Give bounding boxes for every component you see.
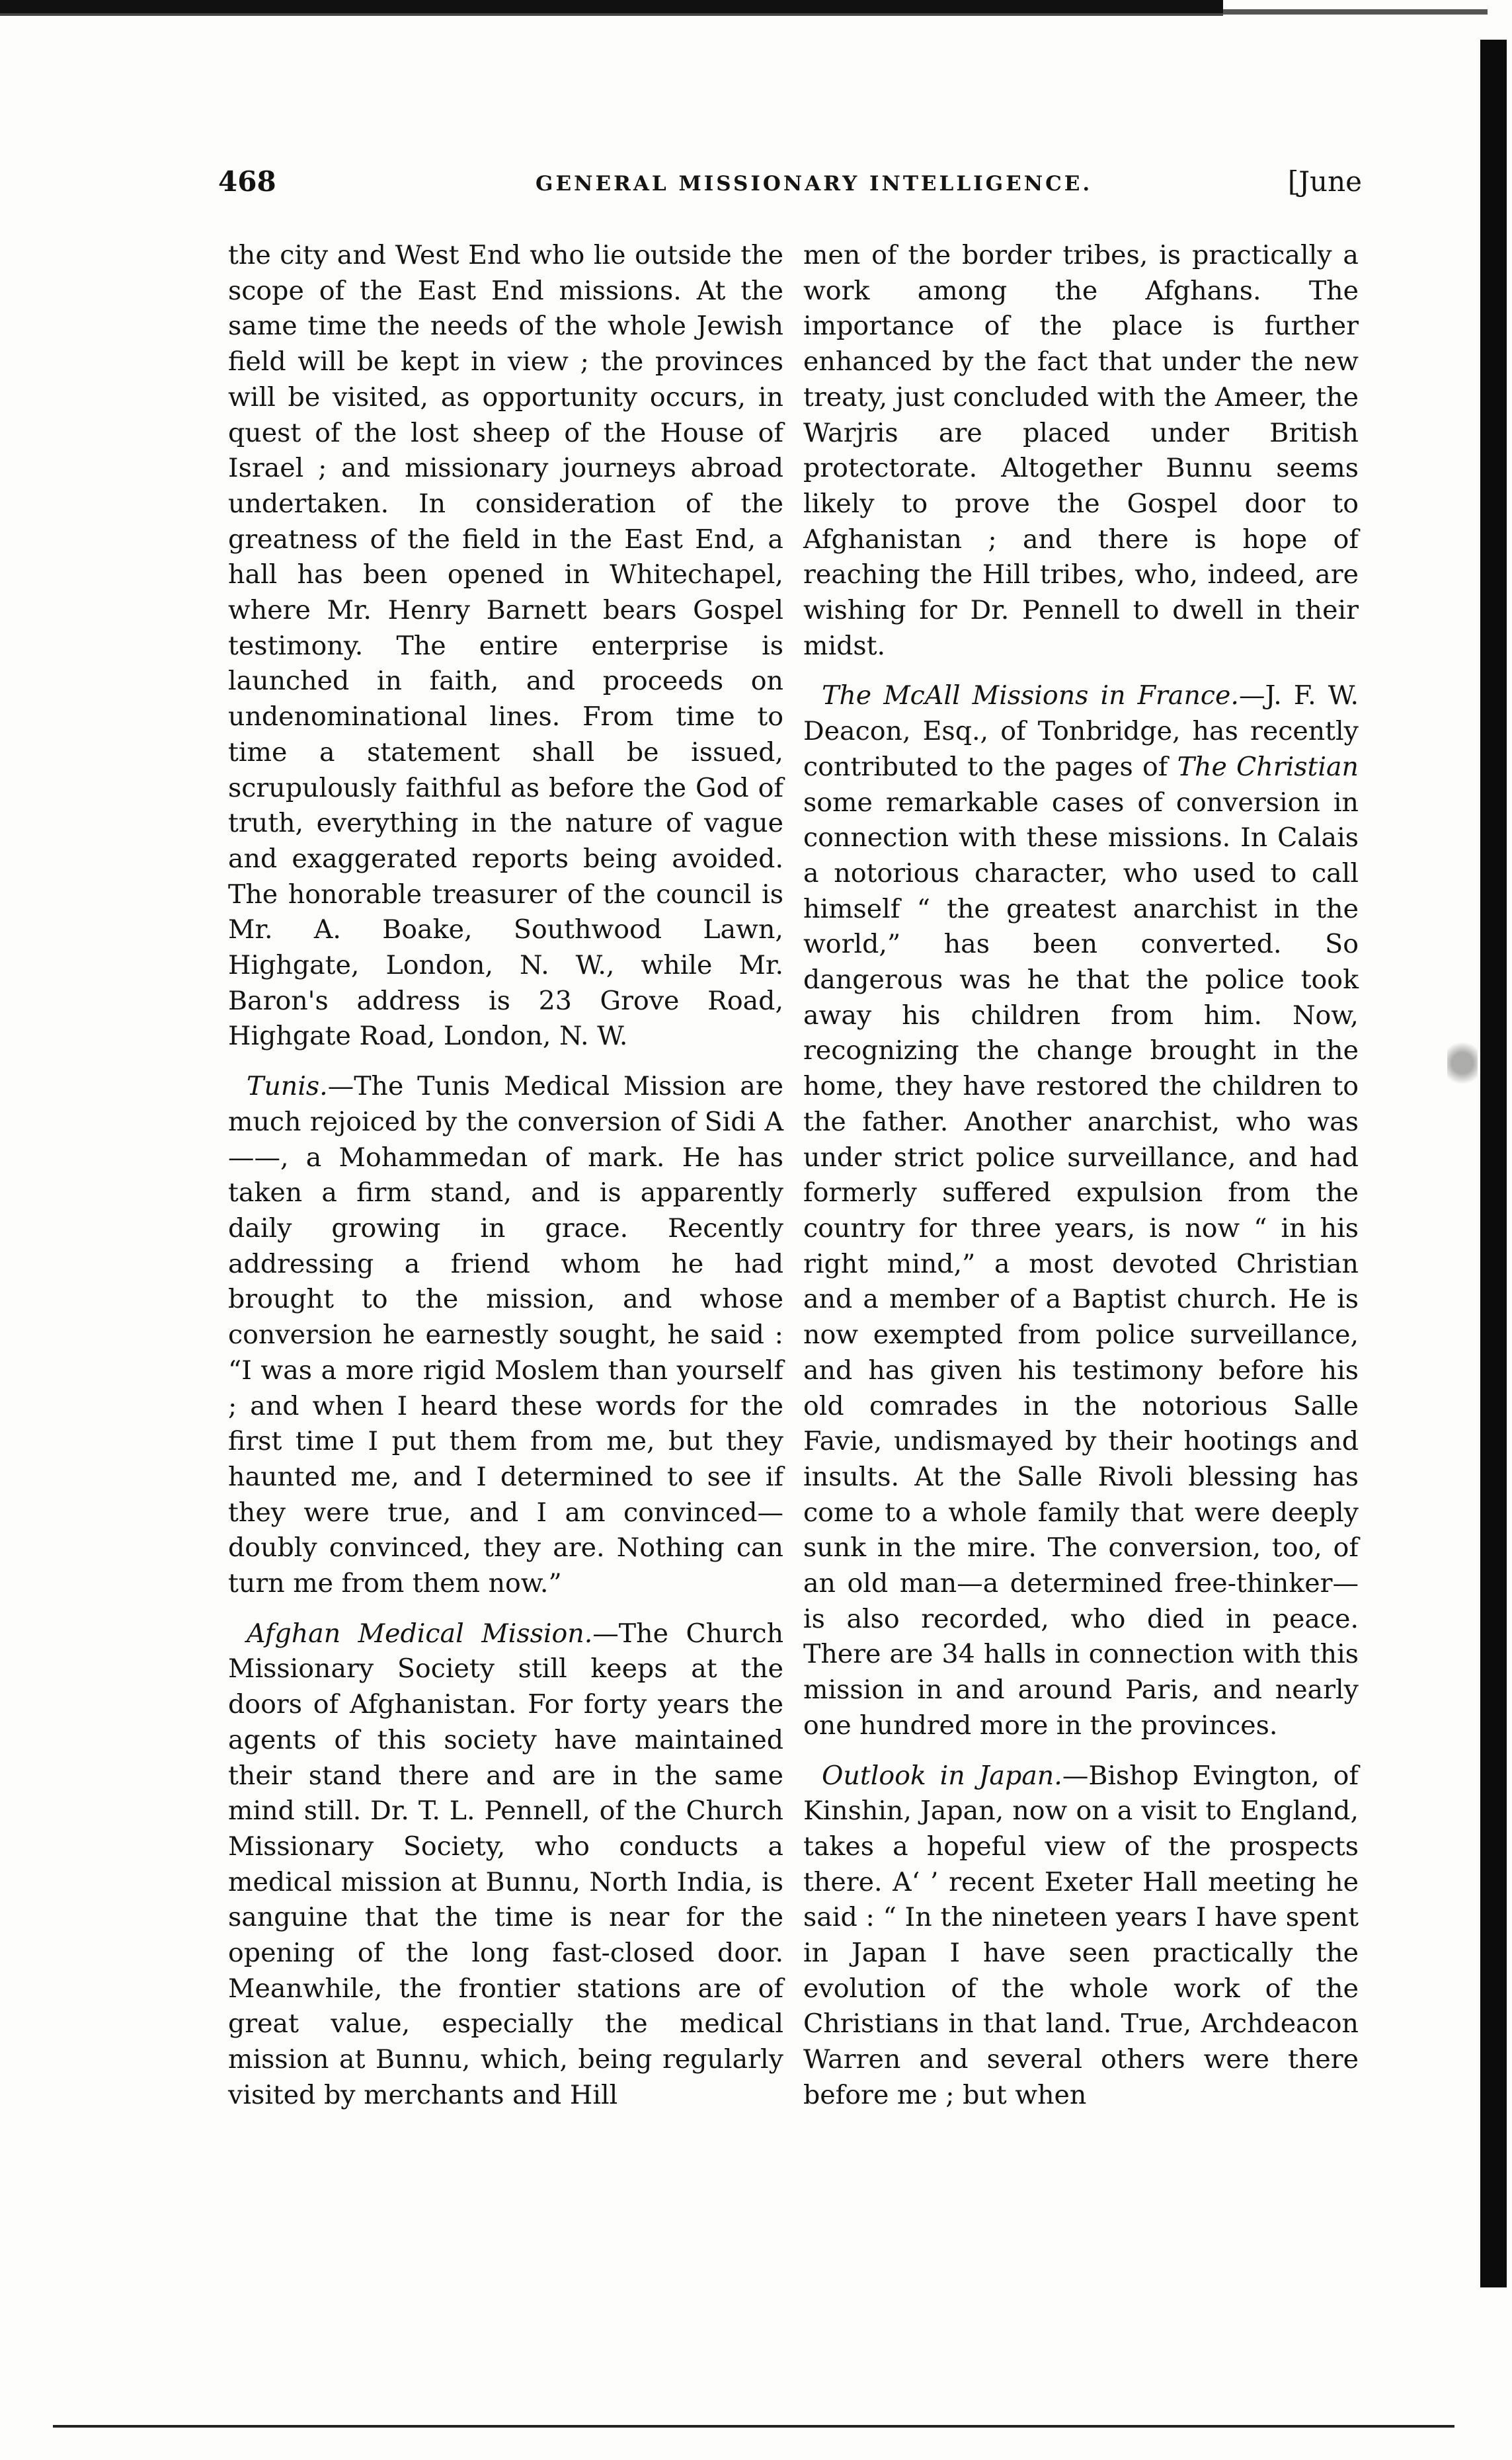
right-binding-edge	[1480, 40, 1507, 2287]
right-column	[803, 238, 1359, 2128]
paragraph-text: some remarkable cases of conversion in connection with these missions. In Calais a notorious character, who used to call himself “ the greatest anarchist in the world,” has been converted. So dangerous was he that the police took away his children from him. Now, recognizing the change brought in the home, they have restored the children to the father. Another anarchist, who was under strict police surveillance, and had formerly suffered expulsion from the country for three years, is now “ in his right mind,” a most devoted Christian and a member of a Baptist church. He is now exempted from police surveillance, and has given his testimony before his old comrades in the notorious Salle Favie, undismayed by their hootings and insults. At the Salle Rivoli blessing has come to a whole family that were deeply sunk in the mire. The conversion, too, of an old man—a determined free-thinker—is also recorded, who died in peace. There are 34 halls in connection with this mission in and around Paris, and nearly one hundred more in the provinces.	[803, 787, 1359, 1741]
page-header	[218, 165, 1362, 212]
page-number: 468	[218, 165, 276, 198]
top-edge-rule-thin	[1223, 9, 1488, 15]
paragraph-continued	[228, 238, 783, 1054]
paragraph-text: —The Tunis Medical Mission are much rejoiced by the conversion of Sidi A——, a Mohammedan of mark. He has taken a firm stand, and is apparently daily growing in grace. Recently addressing a friend whom he had brought to the mission, and whose conversion he earnestly sought, he said : “I was a more rigid Moslem than yourself ; and when I heard these words for the first time I put them from me, but they haunted me, and I determined to see if they were true, and I am convinced—doubly convinced, they are. Nothing can turn me from them now.”	[228, 1071, 783, 1599]
publication-title: The Christian	[1177, 751, 1359, 782]
paragraph-lead: Afghan Medical Mission.	[247, 1618, 593, 1649]
section-mark: [June	[1287, 165, 1362, 198]
paragraph-text: —Bishop Evington, of Kinshin, Japan, now on a visit to England, takes a hopeful view of the prospects there. A‘ ’ recent Exeter Hall meeting he said : “ In the nineteen years I have spent in Japan I have seen practically the evolution of the whole work of the Christians in that land. True, Archdeacon Warren and several others were there before me ; but when	[803, 1760, 1359, 2110]
paragraph-tunis	[228, 1069, 783, 1602]
paragraph-lead: Tunis.	[247, 1071, 328, 1102]
paragraph-mcall-missions	[803, 678, 1359, 1743]
paragraph-afghan-medical-mission	[228, 1616, 783, 2114]
paragraph-text: —The Church Missionary Society still keeps at the doors of Afghanistan. For forty years the agents of this society have maintained their stand there and are in the same mind still. Dr. T. L. Pennell, of the Church Missionary Society, who conducts a medical mission at Bunnu, North India, is sanguine that the time is near for the opening of the long fast-closed door. Meanwhile, the frontier stations are of great value, especially the medical mission at Bunnu, which, being regularly visited by merchants and Hill	[228, 1618, 784, 2110]
paragraph-lead: Outlook in Japan.	[822, 1760, 1062, 1791]
paragraph-text: men of the border tribes, is practically a work among the Afghans. The importance of the place is further enhanced by the fact that under the new treaty, just concluded with the Ameer, the Warjris are placed under British protectorate. Altogether Bunnu seems likely to prove the Gospel door to Afghanistan ; and there is hope of reaching the Hill tribes, who, indeed, are wishing for Dr. Pennell to dwell in their midst.	[803, 240, 1359, 661]
bottom-edge-rule	[53, 2425, 1454, 2428]
left-column	[228, 238, 783, 2128]
paragraph-lead: The McAll Missions in France.	[822, 680, 1239, 711]
top-edge-rule	[0, 0, 1223, 22]
paragraph-text: —J. F. W. Deacon, Esq., of Tonbridge, has recently contributed to the pages of	[803, 680, 1359, 782]
paragraph-outlook-japan	[803, 1759, 1359, 2114]
paragraph-continued	[803, 238, 1359, 664]
paragraph-text: the city and West End who lie outside the scope of the East End missions. At the same time the needs of the whole Jewish field will be kept in view ; the provinces will be visited, as opportunity occurs, in quest of the lost sheep of the House of Israel ; and missionary journeys abroad undertaken. In consideration of the greatness of the field in the East End, a hall has been opened in Whitechapel, where Mr. Henry Barnett bears Gospel testimony. The entire enterprise is launched in faith, and proceeds on undenominational lines. From time to time a statement shall be issued, scrupulously faithful as before the God of truth, everything in the nature of vague and exaggerated reports being avoided. The honorable treasurer of the council is Mr. A. Boake, Southwood Lawn, Highgate, London, N. W., while Mr. Baron's address is 23 Grove Road, Highgate Road, London, N. W.	[228, 240, 783, 1052]
running-title: GENERAL MISSIONARY INTELLIGENCE.	[536, 172, 1093, 196]
edge-smudge	[1447, 1031, 1478, 1095]
